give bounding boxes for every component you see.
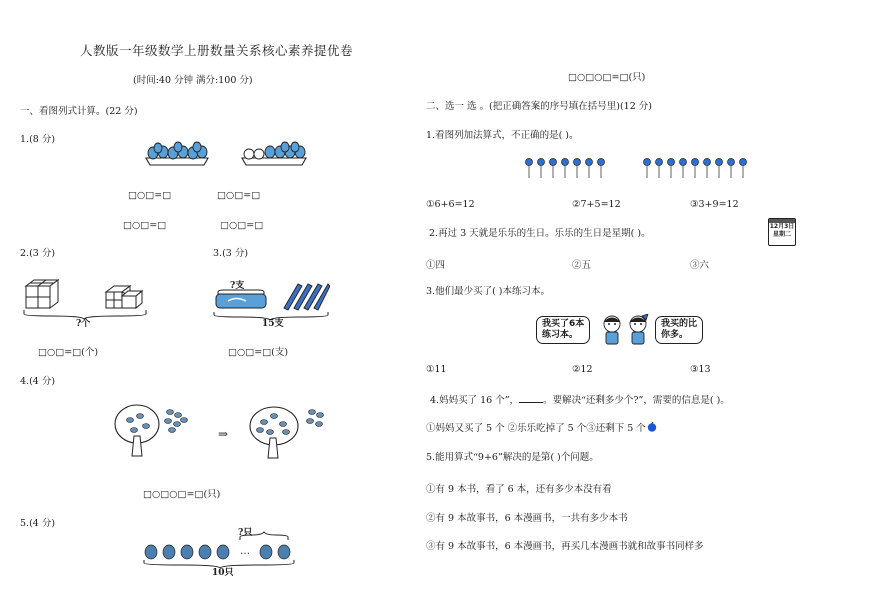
speech-bubble-left [536,316,590,344]
choice-5-question: 5.能用算式“9+6”解决的是第( )个问题。 [426,452,599,463]
choice-4-question [430,394,730,407]
choice-4-options[interactable] [426,422,657,435]
choice-2-question: 2.再过 3 天就是乐乐的生日。乐乐的生日是星期( )。 [429,228,651,239]
choice-5-option-3[interactable]: ③有 9 本故事书，6 本漫画书，再买几本漫画书就和故事书同样多 [426,541,704,552]
q4-label: 4.(4 分) [20,376,56,387]
choice-2-option-1[interactable]: ①四 [426,260,446,271]
choice-4-options-text: ①妈妈又买了 5 个 ②乐乐吃掉了 5 个③还剩下 5 个 [426,423,646,434]
calendar-icon [768,218,796,246]
section-2-heading: 二、选一 选 。(把正确答案的序号填在括号里)(12 分) [426,101,652,112]
choice-4-blank[interactable] [519,394,543,403]
q5-top-label: ?只 [238,528,253,538]
tree-birds-before-image [112,400,192,458]
tree-birds-after-image [246,402,338,460]
egg-carton-partial-image [240,140,310,166]
choice-3-option-1[interactable]: ①11 [426,364,447,375]
q2-equation[interactable]: □○□=□(个) [38,347,99,358]
q2-label: 2.(3 分) [20,248,56,259]
q4-arrow: ⇒ [218,427,229,441]
choice-5-option-2[interactable]: ②有 9 本故事书，6 本漫画书，一共有多少本书 [426,513,628,524]
animals-row-image [142,530,302,568]
apple-icon [647,422,657,432]
egg-carton-full-image [144,140,210,166]
choice-3-question: 3.他们最少买了( )本练习本。 [426,286,550,297]
q1-label: 1.(8 分) [20,134,56,145]
flowers-image [524,156,756,180]
pencils-image [210,280,330,320]
choice-1-option-1[interactable]: ①6+6=12 [426,199,475,210]
q3-top-label: ?支 [230,281,245,291]
q5-equation[interactable]: □○□○□=□(只) [568,72,646,83]
page-title: 人教版一年级数学上册数量关系核心素养提优卷 [80,43,354,58]
calendar-day: 星期二 [772,231,791,238]
choice-3-option-2[interactable]: ②12 [572,364,593,375]
cubes-image [22,278,148,320]
choice-5-option-1[interactable]: ①有 9 本书，看了 6 本，还有多少本没有看 [426,484,612,495]
choice-2-option-3[interactable]: ③六 [690,260,710,271]
q1-equation-b[interactable]: □○□=□ [217,190,261,201]
choice-4-text-a: 4.妈妈买了 16 个”， [430,395,520,406]
bubble-left-line-2: 练习本。 [542,330,579,340]
section-1-heading: 一、看图列式计算。(22 分) [20,106,138,117]
choice-2-option-2[interactable]: ②五 [572,260,592,271]
bubble-left-line-1: 我买了6本 [542,319,585,329]
two-kids-image [598,314,654,348]
bubble-right-line-1: 我买的比 [661,319,698,329]
q1-equation-d[interactable]: □○□=□ [220,220,264,231]
bubble-right-line-2: 你多。 [661,330,689,340]
q4-equation[interactable]: □○□○□=□(只) [143,489,221,500]
q3-label: 3.(3 分) [213,248,249,259]
speech-bubble-right [655,316,703,344]
q1-equation-c[interactable]: □○□=□ [123,220,167,231]
exam-meta: (时间:40 分钟 满分:100 分) [133,75,253,86]
q5-ellipsis: … [240,546,250,557]
q3-brace-label: 15支 [262,319,284,329]
q1-equation-a[interactable]: □○□=□ [128,190,172,201]
q2-brace-label: ?个 [76,319,91,329]
choice-1-option-2[interactable]: ②7+5=12 [572,199,621,210]
q5-brace-label: 10只 [212,568,234,578]
q5-label: 5.(4 分) [20,518,56,529]
choice-1-option-3[interactable]: ③3+9=12 [690,199,739,210]
calendar-date: 12月3日 [769,223,795,230]
choice-1-question: 1.看图列加法算式，不正确的是( )。 [426,130,579,141]
q3-equation[interactable]: □○□=□(支) [228,347,289,358]
choice-3-option-3[interactable]: ③13 [690,364,711,375]
choice-4-text-b: 。要解决“还剩多少个?”，需要的信息是( )。 [543,395,730,406]
